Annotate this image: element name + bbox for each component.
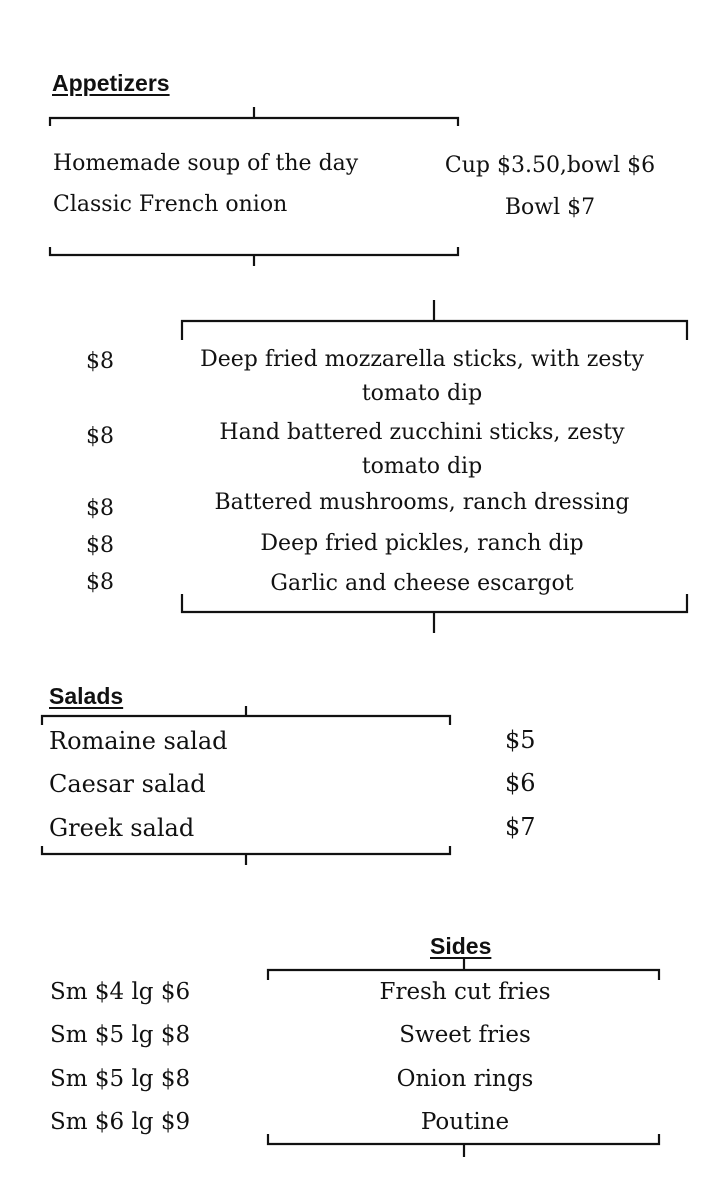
- appetizers-soup-bracket-top: [50, 107, 458, 126]
- sides-bracket-bottom: [268, 1134, 659, 1157]
- fried-item-name: Deep fried pickles, ranch dip: [260, 531, 584, 556]
- appetizers-heading: Appetizers: [52, 70, 170, 96]
- side-item-price: Sm $5 lg $8: [50, 1066, 191, 1092]
- sides-heading: Sides: [430, 933, 492, 959]
- salad-item-price: $6: [505, 769, 536, 797]
- salads-bracket-bottom: [42, 846, 450, 865]
- salads-heading: Salads: [49, 683, 124, 709]
- side-item-name: Sweet fries: [399, 1022, 531, 1048]
- side-item-price: Sm $4 lg $6: [50, 979, 191, 1005]
- appetizers-fried-bracket-top: [182, 300, 687, 340]
- side-item-name: Poutine: [420, 1109, 510, 1135]
- fried-item-price: $8: [86, 533, 114, 558]
- fried-item-name: Battered mushrooms, ranch dressing: [214, 490, 630, 515]
- fried-item-price: $8: [86, 570, 114, 595]
- salad-item-name: Caesar salad: [49, 770, 206, 798]
- salad-item-price: $7: [505, 813, 536, 841]
- soup-item-price: Bowl $7: [504, 195, 596, 220]
- side-item-name: Fresh cut fries: [379, 979, 551, 1005]
- soup-item-name: Homemade soup of the day: [53, 151, 359, 176]
- salad-item-name: Greek salad: [49, 814, 195, 842]
- side-item-price: Sm $5 lg $8: [50, 1022, 191, 1048]
- sides-bracket-top: [268, 958, 659, 980]
- salad-item-name: Romaine salad: [49, 727, 228, 755]
- appetizers-fried-bracket-bottom: [182, 594, 687, 633]
- side-item-name: Onion rings: [396, 1066, 534, 1092]
- fried-item-price: $8: [86, 349, 114, 374]
- appetizers-soup-bracket-bottom: [50, 247, 458, 266]
- fried-item-name: Deep fried mozzarella sticks, with zesty tomato dip: [200, 347, 644, 406]
- soup-item-name: Classic French onion: [53, 192, 288, 217]
- fried-item-name: Hand battered zucchini sticks, zesty tomato dip: [219, 420, 625, 479]
- side-item-price: Sm $6 lg $9: [50, 1109, 191, 1135]
- soup-item-price: Cup $3.50,bowl $6: [444, 153, 656, 178]
- fried-item-name: Garlic and cheese escargot: [270, 571, 574, 596]
- salad-item-price: $5: [505, 726, 536, 754]
- fried-item-price: $8: [86, 496, 114, 521]
- fried-item-price: $8: [86, 424, 114, 449]
